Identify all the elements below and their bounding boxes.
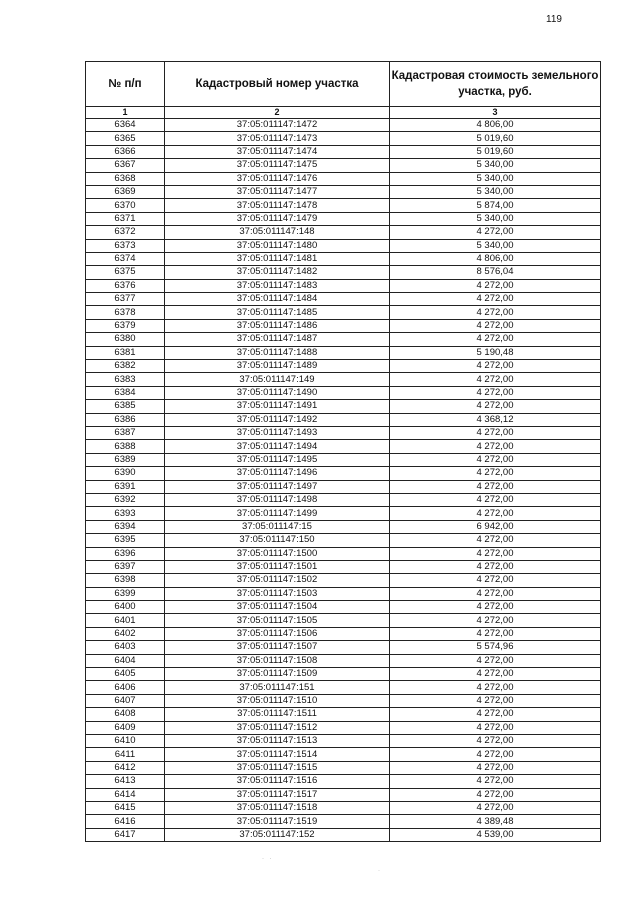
cadastral-number-cell: 37:05:011147:1479 [165, 212, 390, 225]
table-row [86, 587, 601, 600]
cadastral-number-cell: 37:05:011147:1515 [165, 761, 390, 774]
column-index: 2 [165, 107, 390, 119]
cadastral-number-cell: 37:05:011147:1504 [165, 601, 390, 614]
row-number-cell: 6415 [86, 801, 165, 814]
row-number-cell: 6402 [86, 627, 165, 640]
cadastral-value-cell: 4 272,00 [390, 587, 601, 600]
row-number-cell: 6379 [86, 319, 165, 332]
table-row [86, 601, 601, 614]
cadastral-number-cell: 37:05:011147:1484 [165, 293, 390, 306]
cadastral-value-cell: 4 272,00 [390, 668, 601, 681]
row-number-cell: 6371 [86, 212, 165, 225]
cadastral-number-cell: 37:05:011147:1510 [165, 694, 390, 707]
cadastral-value-cell: 4 272,00 [390, 721, 601, 734]
table-row [86, 293, 601, 306]
cadastral-number-cell: 37:05:011147:1512 [165, 721, 390, 734]
cadastral-number-cell: 37:05:011147:1519 [165, 815, 390, 828]
cadastral-number-cell: 37:05:011147:1499 [165, 507, 390, 520]
cadastral-number-cell: 37:05:011147:1494 [165, 440, 390, 453]
cadastral-number-cell: 37:05:011147:1480 [165, 239, 390, 252]
cadastral-value-cell: 4 272,00 [390, 360, 601, 373]
cadastral-value-cell: 8 576,04 [390, 266, 601, 279]
row-number-cell: 6389 [86, 453, 165, 466]
cadastral-number-cell: 37:05:011147:1475 [165, 159, 390, 172]
table-row [86, 801, 601, 814]
cadastral-value-cell: 5 874,00 [390, 199, 601, 212]
table-row [86, 319, 601, 332]
column-index: 3 [390, 107, 601, 119]
cadastral-value-table [85, 61, 601, 842]
table-row [86, 480, 601, 493]
cadastral-value-cell: 4 272,00 [390, 333, 601, 346]
cadastral-number-cell: 37:05:011147:1511 [165, 708, 390, 721]
cadastral-number-cell: 37:05:011147:1472 [165, 119, 390, 132]
cadastral-value-cell: 4 272,00 [390, 801, 601, 814]
table-row [86, 266, 601, 279]
row-number-cell: 6367 [86, 159, 165, 172]
row-number-cell: 6397 [86, 560, 165, 573]
row-number-cell: 6378 [86, 306, 165, 319]
cadastral-number-cell: 37:05:011147:1514 [165, 748, 390, 761]
cadastral-number-cell: 37:05:011147:1493 [165, 426, 390, 439]
table-row [86, 761, 601, 774]
cadastral-value-cell: 4 272,00 [390, 654, 601, 667]
row-number-cell: 6370 [86, 199, 165, 212]
cadastral-number-cell: 37:05:011147:1498 [165, 493, 390, 506]
cadastral-value-cell: 4 272,00 [390, 708, 601, 721]
row-number-cell: 6401 [86, 614, 165, 627]
cadastral-value-cell: 4 368,12 [390, 413, 601, 426]
cadastral-value-cell: 5 340,00 [390, 159, 601, 172]
cadastral-number-cell: 37:05:011147:1497 [165, 480, 390, 493]
column-index-row [86, 107, 601, 119]
table-row [86, 279, 601, 292]
cadastral-number-cell: 37:05:011147:1500 [165, 547, 390, 560]
cadastral-value-cell: 4 389,48 [390, 815, 601, 828]
cadastral-number-cell: 37:05:011147:1492 [165, 413, 390, 426]
row-number-cell: 6384 [86, 386, 165, 399]
table-row [86, 440, 601, 453]
row-number-cell: 6366 [86, 145, 165, 158]
cadastral-number-cell: 37:05:011147:1495 [165, 453, 390, 466]
table-row [86, 507, 601, 520]
table-row [86, 199, 601, 212]
table-row [86, 493, 601, 506]
row-number-cell: 6374 [86, 252, 165, 265]
scan-artifact: · · [262, 856, 274, 862]
header-row-number: № п/п [86, 62, 165, 107]
table-row [86, 346, 601, 359]
scan-artifact: · [378, 868, 380, 874]
cadastral-value-cell: 4 272,00 [390, 560, 601, 573]
table-row [86, 775, 601, 788]
row-number-cell: 6380 [86, 333, 165, 346]
cadastral-number-cell: 37:05:011147:1476 [165, 172, 390, 185]
row-number-cell: 6382 [86, 360, 165, 373]
row-number-cell: 6369 [86, 185, 165, 198]
row-number-cell: 6375 [86, 266, 165, 279]
cadastral-value-cell: 4 539,00 [390, 828, 601, 841]
cadastral-number-cell: 37:05:011147:1488 [165, 346, 390, 359]
header-cadastral-value: Кадастровая стоимость земельного участка, руб. [390, 62, 601, 107]
cadastral-value-cell: 5 340,00 [390, 185, 601, 198]
row-number-cell: 6414 [86, 788, 165, 801]
row-number-cell: 6364 [86, 119, 165, 132]
row-number-cell: 6411 [86, 748, 165, 761]
row-number-cell: 6385 [86, 400, 165, 413]
cadastral-value-cell: 4 272,00 [390, 775, 601, 788]
cadastral-value-cell: 4 272,00 [390, 734, 601, 747]
table-row [86, 681, 601, 694]
table-row [86, 708, 601, 721]
cadastral-value-cell: 4 272,00 [390, 426, 601, 439]
cadastral-value-cell: 4 272,00 [390, 534, 601, 547]
row-number-cell: 6387 [86, 426, 165, 439]
cadastral-number-cell: 37:05:011147:1482 [165, 266, 390, 279]
table-row [86, 386, 601, 399]
cadastral-number-cell: 37:05:011147:1483 [165, 279, 390, 292]
table-row [86, 520, 601, 533]
row-number-cell: 6393 [86, 507, 165, 520]
row-number-cell: 6390 [86, 467, 165, 480]
cadastral-value-cell: 4 272,00 [390, 627, 601, 640]
column-index: 1 [86, 107, 165, 119]
table-row [86, 159, 601, 172]
row-number-cell: 6403 [86, 641, 165, 654]
cadastral-value-cell: 5 340,00 [390, 239, 601, 252]
cadastral-value-cell: 4 272,00 [390, 226, 601, 239]
cadastral-number-cell: 37:05:011147:1509 [165, 668, 390, 681]
cadastral-value-cell: 4 806,00 [390, 119, 601, 132]
cadastral-number-cell: 37:05:011147:1481 [165, 252, 390, 265]
cadastral-value-cell: 4 272,00 [390, 788, 601, 801]
cadastral-value-cell: 4 272,00 [390, 761, 601, 774]
cadastral-value-cell: 4 272,00 [390, 293, 601, 306]
cadastral-value-cell: 5 190,48 [390, 346, 601, 359]
row-number-cell: 6399 [86, 587, 165, 600]
cadastral-value-cell: 4 272,00 [390, 386, 601, 399]
table-row [86, 360, 601, 373]
row-number-cell: 6394 [86, 520, 165, 533]
table-row [86, 172, 601, 185]
cadastral-value-cell: 4 272,00 [390, 574, 601, 587]
table-header-row [86, 62, 601, 107]
cadastral-value-cell: 4 272,00 [390, 319, 601, 332]
row-number-cell: 6400 [86, 601, 165, 614]
table-row [86, 132, 601, 145]
table-row [86, 748, 601, 761]
table-row [86, 694, 601, 707]
table-row [86, 734, 601, 747]
row-number-cell: 6412 [86, 761, 165, 774]
cadastral-value-cell: 4 272,00 [390, 748, 601, 761]
cadastral-number-cell: 37:05:011147:1506 [165, 627, 390, 640]
cadastral-value-cell: 4 272,00 [390, 601, 601, 614]
table-row [86, 721, 601, 734]
page-number: 119 [546, 14, 562, 25]
row-number-cell: 6373 [86, 239, 165, 252]
table-row [86, 641, 601, 654]
row-number-cell: 6391 [86, 480, 165, 493]
cadastral-value-cell: 4 272,00 [390, 614, 601, 627]
table-row [86, 828, 601, 841]
cadastral-number-cell: 37:05:011147:1474 [165, 145, 390, 158]
cadastral-number-cell: 37:05:011147:1478 [165, 199, 390, 212]
table-row [86, 212, 601, 225]
cadastral-number-cell: 37:05:011147:1473 [165, 132, 390, 145]
table-row [86, 614, 601, 627]
cadastral-value-cell: 4 272,00 [390, 453, 601, 466]
row-number-cell: 6376 [86, 279, 165, 292]
cadastral-value-cell: 5 019,60 [390, 132, 601, 145]
row-number-cell: 6407 [86, 694, 165, 707]
table-row [86, 627, 601, 640]
row-number-cell: 6406 [86, 681, 165, 694]
table-row [86, 668, 601, 681]
table-row [86, 426, 601, 439]
table-row [86, 654, 601, 667]
cadastral-value-cell: 4 806,00 [390, 252, 601, 265]
cadastral-number-cell: 37:05:011147:1490 [165, 386, 390, 399]
table-row [86, 333, 601, 346]
table-row [86, 400, 601, 413]
cadastral-number-cell: 37:05:011147:1477 [165, 185, 390, 198]
row-number-cell: 6404 [86, 654, 165, 667]
cadastral-value-cell: 4 272,00 [390, 681, 601, 694]
cadastral-number-cell: 37:05:011147:151 [165, 681, 390, 694]
row-number-cell: 6381 [86, 346, 165, 359]
cadastral-value-cell: 6 942,00 [390, 520, 601, 533]
cadastral-number-cell: 37:05:011147:1491 [165, 400, 390, 413]
row-number-cell: 6405 [86, 668, 165, 681]
row-number-cell: 6395 [86, 534, 165, 547]
header-cadastral-number: Кадастровый номер участка [165, 62, 390, 107]
table-row [86, 413, 601, 426]
cadastral-number-cell: 37:05:011147:15 [165, 520, 390, 533]
row-number-cell: 6392 [86, 493, 165, 506]
cadastral-value-cell: 5 340,00 [390, 212, 601, 225]
cadastral-number-cell: 37:05:011147:1505 [165, 614, 390, 627]
cadastral-number-cell: 37:05:011147:1518 [165, 801, 390, 814]
row-number-cell: 6368 [86, 172, 165, 185]
row-number-cell: 6388 [86, 440, 165, 453]
cadastral-number-cell: 37:05:011147:1489 [165, 360, 390, 373]
cadastral-number-cell: 37:05:011147:1513 [165, 734, 390, 747]
row-number-cell: 6413 [86, 775, 165, 788]
cadastral-number-cell: 37:05:011147:1486 [165, 319, 390, 332]
table-row [86, 788, 601, 801]
row-number-cell: 6386 [86, 413, 165, 426]
cadastral-value-cell: 4 272,00 [390, 547, 601, 560]
table-row [86, 574, 601, 587]
cadastral-number-cell: 37:05:011147:152 [165, 828, 390, 841]
table-row [86, 185, 601, 198]
cadastral-value-cell: 5 574,96 [390, 641, 601, 654]
cadastral-value-cell: 4 272,00 [390, 467, 601, 480]
row-number-cell: 6410 [86, 734, 165, 747]
table-body [86, 119, 601, 842]
cadastral-number-cell: 37:05:011147:1496 [165, 467, 390, 480]
table-row [86, 560, 601, 573]
row-number-cell: 6409 [86, 721, 165, 734]
cadastral-number-cell: 37:05:011147:1508 [165, 654, 390, 667]
cadastral-value-cell: 5 340,00 [390, 172, 601, 185]
table-row [86, 467, 601, 480]
cadastral-value-cell: 5 019,60 [390, 145, 601, 158]
cadastral-value-cell: 4 272,00 [390, 279, 601, 292]
cadastral-number-cell: 37:05:011147:1487 [165, 333, 390, 346]
row-number-cell: 6383 [86, 373, 165, 386]
table-row [86, 239, 601, 252]
table-row [86, 306, 601, 319]
cadastral-value-cell: 4 272,00 [390, 306, 601, 319]
row-number-cell: 6372 [86, 226, 165, 239]
row-number-cell: 6417 [86, 828, 165, 841]
cadastral-number-cell: 37:05:011147:1502 [165, 574, 390, 587]
cadastral-number-cell: 37:05:011147:149 [165, 373, 390, 386]
table-row [86, 252, 601, 265]
table-row [86, 145, 601, 158]
row-number-cell: 6408 [86, 708, 165, 721]
cadastral-value-cell: 4 272,00 [390, 493, 601, 506]
table-row [86, 226, 601, 239]
row-number-cell: 6416 [86, 815, 165, 828]
cadastral-number-cell: 37:05:011147:1501 [165, 560, 390, 573]
cadastral-number-cell: 37:05:011147:1507 [165, 641, 390, 654]
cadastral-value-cell: 4 272,00 [390, 480, 601, 493]
cadastral-value-cell: 4 272,00 [390, 507, 601, 520]
table-row [86, 119, 601, 132]
cadastral-number-cell: 37:05:011147:150 [165, 534, 390, 547]
table-row [86, 815, 601, 828]
cadastral-number-cell: 37:05:011147:1503 [165, 587, 390, 600]
row-number-cell: 6396 [86, 547, 165, 560]
cadastral-number-cell: 37:05:011147:1517 [165, 788, 390, 801]
cadastral-number-cell: 37:05:011147:148 [165, 226, 390, 239]
row-number-cell: 6365 [86, 132, 165, 145]
table-row [86, 534, 601, 547]
row-number-cell: 6398 [86, 574, 165, 587]
table-row [86, 547, 601, 560]
cadastral-value-cell: 4 272,00 [390, 440, 601, 453]
table-row [86, 373, 601, 386]
cadastral-value-cell: 4 272,00 [390, 400, 601, 413]
cadastral-number-cell: 37:05:011147:1485 [165, 306, 390, 319]
table-row [86, 453, 601, 466]
cadastral-value-cell: 4 272,00 [390, 373, 601, 386]
cadastral-number-cell: 37:05:011147:1516 [165, 775, 390, 788]
cadastral-value-cell: 4 272,00 [390, 694, 601, 707]
row-number-cell: 6377 [86, 293, 165, 306]
